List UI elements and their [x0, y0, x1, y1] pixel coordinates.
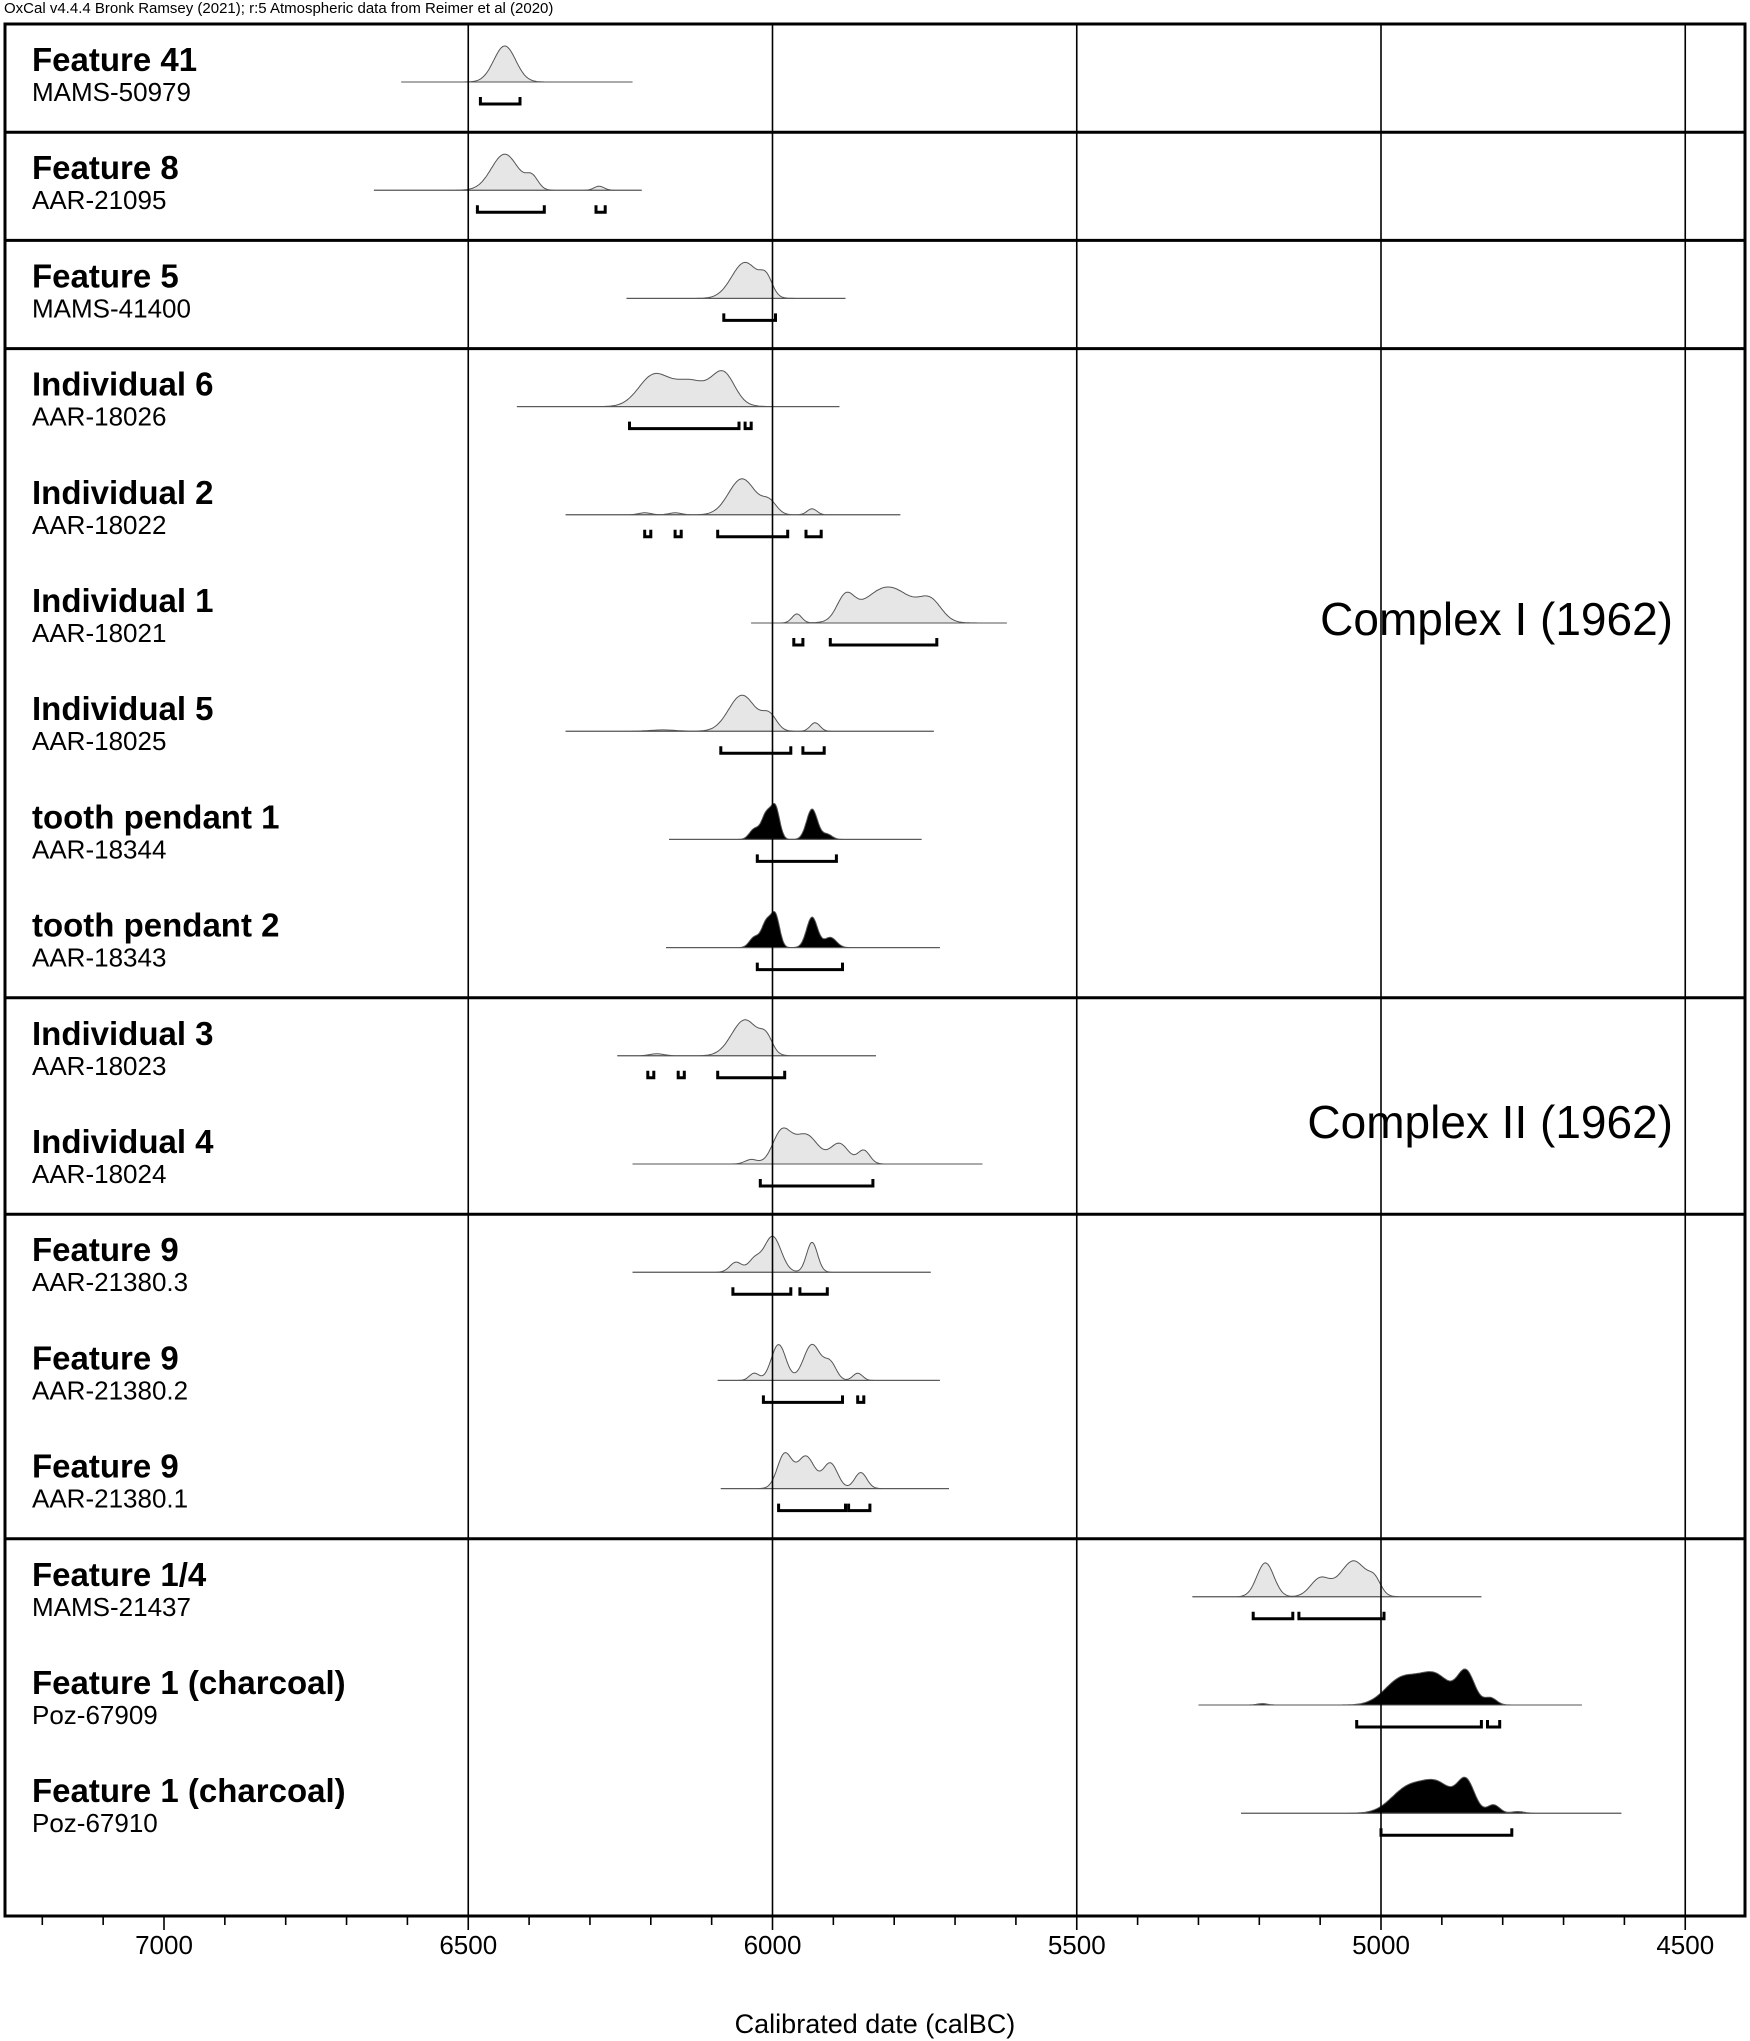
posterior-distribution: [666, 912, 940, 948]
group-label: Complex II (1962): [1307, 1096, 1673, 1148]
sample-name: Individual 3: [32, 1014, 214, 1052]
sample-code: AAR-21380.3: [32, 1267, 189, 1298]
sample-code: MAMS-50979: [32, 77, 191, 107]
hpd-range-bracket: [1299, 1612, 1384, 1619]
hpd-range-bracket: [760, 1179, 873, 1186]
hpd-range-bracket: [596, 205, 605, 212]
sample-code: AAR-18022: [32, 509, 167, 540]
sample-name: Feature 41: [32, 41, 198, 78]
sample-name: Feature 1 (charcoal): [32, 1664, 346, 1701]
hpd-range-bracket: [718, 530, 788, 537]
hpd-range-bracket: [718, 1071, 785, 1078]
posterior-distribution: [1192, 1561, 1481, 1597]
sample-name: Individual 4: [32, 1123, 214, 1160]
posterior-distribution: [566, 695, 934, 731]
sample-name: Feature 8: [32, 149, 179, 187]
hpd-range-bracket: [678, 1071, 684, 1078]
hpd-range-bracket: [675, 530, 681, 537]
sample-name: Feature 9: [32, 1447, 179, 1485]
hpd-range-bracket: [794, 638, 803, 645]
hpd-range-bracket: [745, 422, 751, 429]
sample-code: MAMS-21437: [32, 1591, 191, 1622]
hpd-range-bracket: [830, 638, 937, 645]
sample-name: Feature 1/4: [32, 1555, 207, 1593]
hpd-range-bracket: [763, 1395, 842, 1402]
hpd-range-bracket: [630, 422, 740, 429]
hpd-range-bracket: [645, 530, 651, 537]
x-tick-label: 7000: [135, 1930, 193, 1960]
sample-code: AAR-21380.2: [32, 1375, 189, 1406]
hpd-range-bracket: [757, 854, 836, 861]
sample-name: Individual 2: [32, 473, 214, 511]
sample-code: AAR-18343: [32, 942, 167, 973]
x-axis-label: Calibrated date (calBC): [734, 2009, 1016, 2039]
sample-name: Individual 1: [32, 582, 214, 619]
sample-name: Individual 6: [32, 365, 214, 403]
x-tick-label: 6500: [439, 1930, 498, 1960]
posterior-distribution: [751, 587, 1007, 623]
hpd-range-bracket: [858, 1395, 864, 1402]
hpd-range-bracket: [477, 205, 544, 212]
posterior-distribution: [1241, 1777, 1621, 1813]
sample-name: tooth pendant 1: [32, 798, 280, 836]
sample-name: Feature 9: [32, 1339, 179, 1377]
sample-name: Feature 9: [32, 1231, 179, 1269]
hpd-range-bracket: [757, 963, 842, 970]
plot-frame: [5, 24, 1745, 1916]
hpd-range-bracket: [724, 313, 776, 320]
x-tick-label: 4500: [1656, 1930, 1715, 1960]
sample-code: AAR-18025: [32, 726, 167, 757]
sample-code: Poz-67910: [32, 1808, 158, 1839]
hpd-range-bracket: [779, 1504, 846, 1511]
hpd-range-bracket: [733, 1287, 791, 1294]
x-tick-label: 5000: [1352, 1930, 1410, 1960]
hpd-range-bracket: [803, 746, 824, 753]
posterior-distribution: [566, 479, 901, 515]
sample-code: MAMS-41400: [32, 293, 191, 324]
x-tick-label: 6000: [743, 1930, 802, 1960]
group-label: Complex I (1962): [1320, 593, 1673, 646]
sample-code: AAR-21095: [32, 185, 167, 216]
posterior-distribution: [517, 371, 840, 407]
sample-name: Individual 5: [32, 690, 214, 728]
hpd-range-bracket: [1488, 1720, 1500, 1727]
posterior-distribution: [401, 46, 632, 82]
posterior-distribution: [718, 1344, 940, 1380]
sample-name: Feature 5: [32, 257, 179, 295]
hpd-range-bracket: [1253, 1612, 1293, 1619]
posterior-distribution: [669, 803, 922, 839]
hpd-range-bracket: [806, 530, 821, 537]
sample-code: AAR-18024: [32, 1159, 167, 1189]
sample-name: Feature 1 (charcoal): [32, 1772, 346, 1810]
posterior-distribution: [633, 1128, 983, 1164]
hpd-range-bracket: [721, 746, 791, 753]
hpd-range-bracket: [648, 1071, 654, 1078]
posterior-distribution: [721, 1453, 949, 1489]
sample-code: AAR-18026: [32, 401, 167, 432]
posterior-distribution: [374, 154, 642, 190]
x-tick-label: 5500: [1047, 1930, 1106, 1960]
sample-code: AAR-18021: [32, 618, 167, 648]
hpd-range-bracket: [1357, 1720, 1482, 1727]
hpd-range-bracket: [480, 97, 520, 104]
sample-name: tooth pendant 2: [32, 906, 280, 944]
hpd-range-bracket: [849, 1504, 870, 1511]
sample-code: Poz-67909: [32, 1700, 158, 1730]
posterior-distribution: [1199, 1669, 1582, 1705]
sample-code: AAR-18023: [32, 1050, 167, 1081]
sample-code: AAR-18344: [32, 834, 167, 865]
hpd-range-bracket: [800, 1287, 827, 1294]
page-header: OxCal v4.4.4 Bronk Ramsey (2021); r:5 Atmospheric data from Reimer et al (2020): [4, 0, 554, 17]
posterior-distribution: [617, 1020, 876, 1056]
posterior-distribution: [633, 1236, 931, 1272]
posterior-distribution: [627, 262, 846, 298]
sample-code: AAR-21380.1: [32, 1483, 189, 1514]
hpd-range-bracket: [1381, 1828, 1512, 1835]
